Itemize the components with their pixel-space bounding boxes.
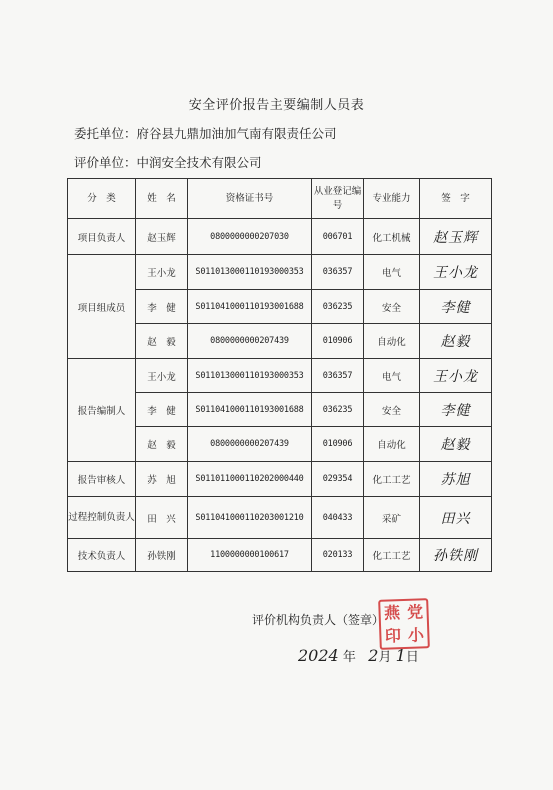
header-name: 姓 名	[136, 179, 188, 219]
reg-no-cell: 036235	[312, 393, 364, 427]
date-month-suffix: 月	[378, 650, 392, 665]
name-cell: 田 兴	[136, 497, 188, 539]
name-cell: 王小龙	[136, 359, 188, 393]
seal-char: 燕	[383, 602, 401, 623]
name-cell: 孙铁刚	[136, 539, 188, 572]
date-month: 2	[368, 646, 379, 665]
reg-no-cell: 040433	[312, 497, 364, 539]
signature-cell: 苏旭	[420, 462, 492, 497]
specialty-cell: 安全	[364, 393, 420, 427]
signature-cell: 王小龙	[420, 359, 492, 393]
specialty-cell: 化工工艺	[364, 539, 420, 572]
signature-cell: 李健	[420, 393, 492, 427]
signature-cell: 李健	[420, 290, 492, 324]
reg-no-cell: 020133	[312, 539, 364, 572]
name-cell: 李 健	[136, 393, 188, 427]
evaluator-line: 评价单位：中润安全技术有限公司	[74, 155, 262, 170]
table-header-row	[68, 179, 492, 219]
table-row	[68, 462, 492, 497]
table-row	[68, 359, 492, 393]
table-row	[68, 497, 492, 539]
cert-cell: 0800000000207030	[188, 219, 312, 255]
signer-label: 评价机构负责人（签章）	[252, 613, 385, 627]
seal-char: 印	[384, 625, 402, 646]
category-cell: 技术负责人	[68, 539, 136, 572]
table-row	[68, 219, 492, 255]
signature-cell: 田兴	[420, 497, 492, 539]
staff-table	[67, 178, 492, 572]
reg-no-cell: 010906	[312, 324, 364, 359]
name-cell: 赵 毅	[136, 324, 188, 359]
header-signature: 签 字	[420, 179, 492, 219]
category-cell: 报告审核人	[68, 462, 136, 497]
seal-char: 小	[407, 624, 425, 645]
page-title: 安全评价报告主要编制人员表	[188, 98, 365, 113]
table-row	[68, 255, 492, 290]
category-cell: 报告编制人	[68, 359, 136, 462]
red-seal-stamp	[378, 598, 430, 650]
signature-cell: 赵玉辉	[420, 219, 492, 255]
header-cert: 资格证书号	[188, 179, 312, 219]
cert-cell: S011011000110202000440	[188, 462, 312, 497]
specialty-cell: 采矿	[364, 497, 420, 539]
cert-cell: S011041000110193001688	[188, 393, 312, 427]
date-day-suffix: 日	[405, 650, 419, 665]
name-cell: 李 健	[136, 290, 188, 324]
date-day: 1	[395, 646, 406, 665]
signature-cell: 孙铁刚	[420, 539, 492, 572]
cert-cell: 0800000000207439	[188, 324, 312, 359]
category-cell: 过程控制负责人	[68, 497, 136, 539]
specialty-cell: 电气	[364, 359, 420, 393]
header-reg-no: 从业登记编号	[312, 179, 364, 219]
signature-cell: 赵毅	[420, 427, 492, 462]
category-cell: 项目组成员	[68, 255, 136, 359]
date-year: 2024	[298, 646, 339, 665]
reg-no-cell: 010906	[312, 427, 364, 462]
name-cell: 苏 旭	[136, 462, 188, 497]
signing-date	[298, 646, 419, 665]
header-specialty: 专业能力	[364, 179, 420, 219]
table-row	[68, 539, 492, 572]
name-cell: 赵玉辉	[136, 219, 188, 255]
reg-no-cell: 029354	[312, 462, 364, 497]
specialty-cell: 电气	[364, 255, 420, 290]
cert-cell: S011041000110203001210	[188, 497, 312, 539]
reg-no-cell: 036357	[312, 359, 364, 393]
reg-no-cell: 036357	[312, 255, 364, 290]
specialty-cell: 化工工艺	[364, 462, 420, 497]
reg-no-cell: 036235	[312, 290, 364, 324]
specialty-cell: 自动化	[364, 324, 420, 359]
name-cell: 王小龙	[136, 255, 188, 290]
cert-cell: 0800000000207439	[188, 427, 312, 462]
cert-cell: S011041000110193001688	[188, 290, 312, 324]
category-cell: 项目负责人	[68, 219, 136, 255]
specialty-cell: 自动化	[364, 427, 420, 462]
signature-cell: 赵毅	[420, 324, 492, 359]
seal-char: 党	[406, 601, 424, 622]
cert-cell: S011013000110193000353	[188, 359, 312, 393]
reg-no-cell: 006701	[312, 219, 364, 255]
date-year-suffix: 年	[342, 650, 356, 665]
signature-cell: 王小龙	[420, 255, 492, 290]
header-category: 分 类	[68, 179, 136, 219]
client-line: 委托单位：府谷县九鼎加油加气南有限责任公司	[74, 126, 337, 141]
specialty-cell: 安全	[364, 290, 420, 324]
specialty-cell: 化工机械	[364, 219, 420, 255]
name-cell: 赵 毅	[136, 427, 188, 462]
cert-cell: 1100000000100617	[188, 539, 312, 572]
cert-cell: S011013000110193000353	[188, 255, 312, 290]
